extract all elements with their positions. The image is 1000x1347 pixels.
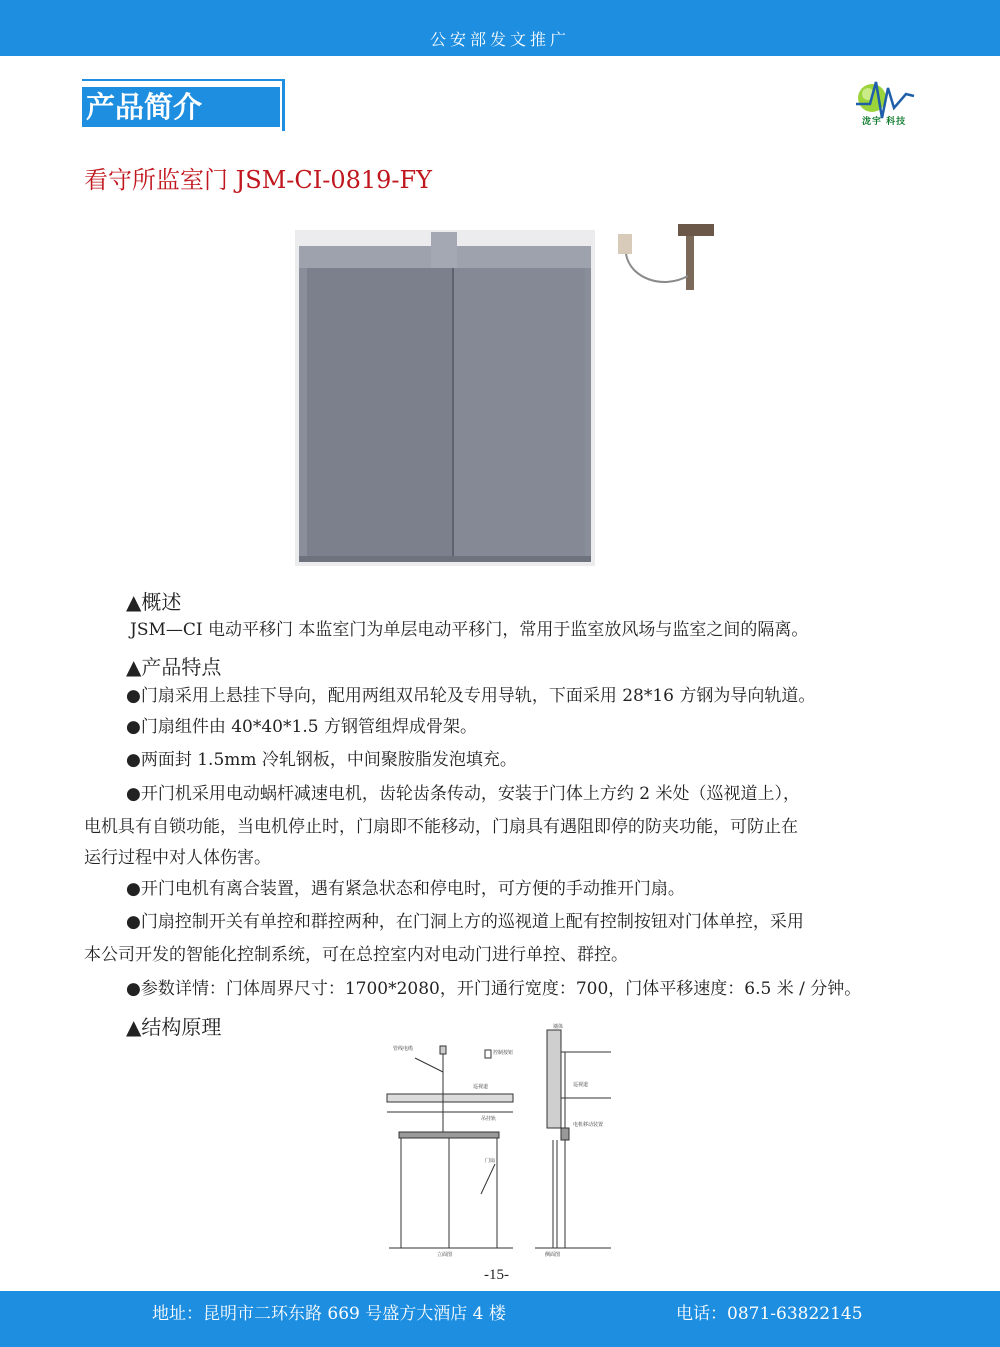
feature-line: ●参数详情：门体周界尺寸：1700*2080，开门通行宽度：700，门体平移速度：6.5 米 / 分钟。 [126, 979, 862, 999]
feature-line: ●门扇组件由 40*40*1.5 方钢管组焊成骨架。 [126, 717, 477, 737]
feature-line: 运行过程中对人体伤害。 [84, 848, 271, 868]
label-wiring: 管线电缆 [393, 1046, 414, 1052]
section-title: 产品简介 [82, 87, 280, 127]
structure-heading: ▲结构原理 [126, 1015, 222, 1039]
footer-bar [0, 1291, 1000, 1347]
label-door-leaf: 门扇 [485, 1158, 496, 1164]
overview-heading: ▲概述 [126, 590, 182, 614]
side-view-drawing [535, 1030, 611, 1248]
product-title: 看守所监室门 JSM-CI-0819-FY [84, 166, 433, 194]
top-banner [0, 0, 1000, 56]
logo-caption: 泷宇 科技 [862, 117, 907, 127]
label-front-view: 立面图 [437, 1252, 453, 1258]
footer-address: 地址：昆明市二环东路 669 号盛方大酒店 4 楼 [152, 1304, 506, 1324]
feature-line: 本公司开发的智能化控制系统，可在总控室内对电动门进行单控、群控。 [84, 945, 628, 965]
door-photo [295, 230, 595, 566]
feature-line: ●门扇采用上悬挂下导向，配用两组双吊轮及专用导轨，下面采用 28*16 方钢为导向轨道。 [126, 686, 816, 706]
door-closer-photo [612, 218, 718, 296]
feature-line: ●两面封 1.5mm 冷轧钢板，中间聚胺脂发泡填充。 [126, 750, 517, 770]
label-wall: 墙体 [553, 1024, 564, 1030]
page-number: -15- [484, 1267, 509, 1283]
structure-drawing [385, 1022, 615, 1260]
feature-line: 电机具有自锁功能，当电机停止时，门扇即不能移动，门扇具有遇阻即停的防夹功能，可防止在 [84, 817, 798, 837]
label-patrol-right: 巡视道 [573, 1082, 589, 1088]
front-view-drawing [387, 1046, 513, 1248]
feature-line: ●门扇控制开关有单控和群控两种，在门洞上方的巡视道上配有控制按钮对门体单控，采用 [126, 912, 804, 932]
label-rail: 吊挂轨 [481, 1116, 497, 1122]
banner-text: 公安部发文推广 [429, 30, 570, 49]
footer-phone: 电话：0871-63822145 [676, 1304, 863, 1324]
feature-line: ●开门机采用电动蜗杆减速电机，齿轮齿条传动，安装于门体上方约 2 米处（巡视道上）， [126, 784, 800, 804]
label-control-button: 控制按钮 [493, 1050, 514, 1056]
feature-line: ●开门电机有离合装置，遇有紧急状态和停电时，可方便的手动推开门扇。 [126, 879, 685, 899]
label-side-view: 侧面图 [545, 1252, 561, 1258]
label-patrol-left: 巡视道 [473, 1084, 489, 1090]
overview-text: JSM—CI 电动平移门 本监室门为单层电动平移门，常用于监室放风场与监室之间的隔离。 [130, 620, 809, 640]
label-motor-device: 电机移动装置 [573, 1122, 604, 1128]
features-heading: ▲产品特点 [126, 655, 222, 679]
